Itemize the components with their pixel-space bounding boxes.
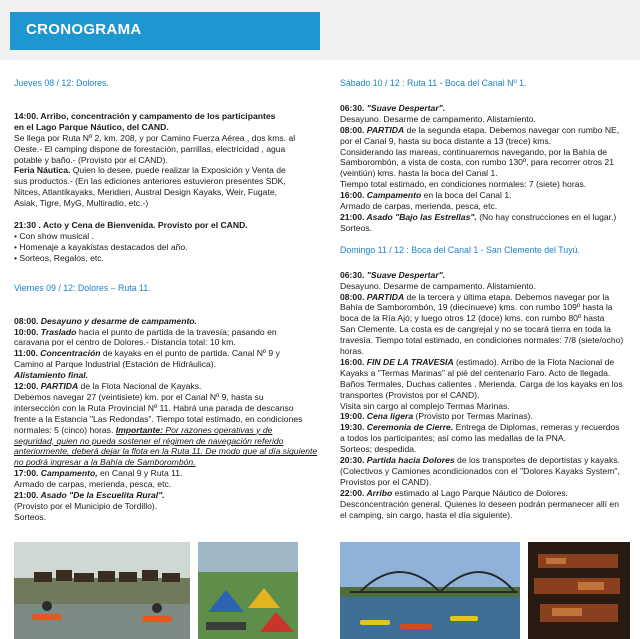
photo-bridge-river <box>340 542 520 639</box>
photo-camp <box>198 542 298 639</box>
text-line: (veintiún) kms. hasta la boca del Canal 1. <box>340 168 498 179</box>
time-label: 21:00. <box>340 211 365 222</box>
entry-label: Campamento, <box>38 468 98 479</box>
time-label: 12:00. <box>14 381 39 392</box>
photo-asado <box>528 542 630 639</box>
entry-label: PARTIDA <box>364 124 405 135</box>
day-heading-domingo: Domingo 11 / 12 : Boca del Canal 1 - San Clemente del Tuyú. <box>340 244 580 255</box>
text-line: sus productos.- (En las ediciones anteriores estuvieron presentes SDK, <box>14 176 286 187</box>
day-heading-viernes: Viernes 09 / 12: Dolores – Ruta 11. <box>14 282 151 293</box>
time-label: 16:00. <box>340 190 365 201</box>
time-entry-1400-cont: en el Lago Parque Náutico, del CAND. <box>14 121 169 132</box>
text-line: caravana por el centro de Dolores.- Distancia total: 10 km. <box>14 337 236 348</box>
text-line: Asiak, Tigre, MyG, Multiradio, etc.-) <box>14 198 149 209</box>
text-line: (Colectivos y Camiones acondicionados con el "Dolores Kayaks System", <box>340 466 620 476</box>
text-line: por el Canal 9, hasta su boca distante a 13 (trece) kms. <box>340 135 552 146</box>
entry-text: de la tercera y última etapa. Debemos navegar por la <box>404 291 610 302</box>
text-line: potable y baño.- (Provisto por el CAND). <box>14 154 168 165</box>
warning-text: anteriormente, deberá dejar la flota en la Ruta 11. De modo que al día siguiente <box>14 446 318 457</box>
entry-text: de los transportes de deportistas y kayaks. <box>454 455 620 466</box>
entry-text: (No hay construcciones en el lugar.) <box>476 211 617 222</box>
time-label: 17:00. <box>14 468 39 479</box>
time-label: 21:00. <box>14 490 39 501</box>
right-column <box>340 78 630 521</box>
day-heading-jueves: Jueves 08 / 12: Dolores. <box>14 78 109 88</box>
time-label: 16:00. <box>340 356 365 367</box>
text-line: Armado de carpas, merienda, pesca, etc. <box>340 201 498 212</box>
entry-text: de la Flota Nacional de Kayaks. <box>78 381 202 392</box>
entry-label: Partida hacia Dolores <box>364 455 455 466</box>
text-line: Considerando las mareas, continuaremos navegando, por la Bahía de <box>340 146 608 157</box>
text-line: Sorteos; despedida. <box>340 444 417 455</box>
entry-label: Concentración <box>37 348 101 359</box>
text-line: Desayuno. Desarme de campamento. Alistamiento. <box>340 280 536 291</box>
entry-label: PARTIDA <box>38 381 79 392</box>
text-line: Oeste.- El camping dispone de forestación, parrillas, electricidad , agua <box>14 143 286 154</box>
text-line: Se llega por Ruta Nº 2, km. 208, y por Camino Fuerza Aérea , dos kms. al <box>14 132 296 143</box>
bullet-item: • Homenaje a kayakistas destacados del año. <box>14 241 188 252</box>
jueves-arribo-block <box>14 111 316 209</box>
text-line: Bahía de Samborombón, 19 (diecinueve) kms. con rumbo 109º hasta la <box>340 302 613 313</box>
warning-text: Por razones operativas y de <box>163 424 273 435</box>
text-line: Tiempo total estimado, en condiciones normales: 7 (siete) horas. <box>340 179 587 190</box>
text-line: boca de la Ría Ajó; y luego otros 12 (doce) kms. con rumbo 80º hasta <box>340 313 605 324</box>
text-line: Kayaks a "Termas Marinas" al pié del centenario Faro. Acto de llegada. <box>340 367 611 378</box>
text-line: Sorteos. <box>340 222 373 233</box>
text-line: travesía. Tiempo total estimado, en condiciones normales: 7/8 (siete/ocho) <box>340 335 624 346</box>
text-line: el camping, sin cargo, hasta el día siguiente). <box>340 509 513 520</box>
time-label: 06:30. <box>340 269 365 280</box>
alistamiento-label: Alistamiento final. <box>14 370 89 381</box>
entry-text: en la boca del Canal 1. <box>421 190 512 201</box>
entry-label: PARTIDA <box>364 291 405 302</box>
entry-label: FIN DE LA TRAVESIA <box>364 356 454 367</box>
text-line: Quien lo desee, puede realizar la Exposición y Venta de <box>70 165 286 176</box>
text-line: San Clemente. La costa es de cangrejal y no se tocará tierra en toda la <box>340 324 611 335</box>
text-line: Provistos por el CAND). <box>340 476 432 487</box>
time-label: 19:00. <box>340 411 365 422</box>
text-line: normales: 5 (cinco) horas. <box>14 424 116 435</box>
text-line: Camino al Parque Industrial (Estación de Hidráulica). <box>14 359 217 370</box>
text-line: transportes (Provistos por el CAND). <box>340 389 480 400</box>
domingo-block <box>340 270 630 521</box>
entry-label: Traslado <box>38 326 77 337</box>
important-label: Importante: <box>115 424 163 435</box>
entry-label: "Suave Despertar". <box>364 102 446 113</box>
text-line: Armado de carpas, merienda, pesca, etc. <box>14 479 172 490</box>
text-line: Desayuno. Desarme de campamento. Alistamiento. <box>340 113 536 124</box>
entry-label: "Suave Despertar". <box>364 269 446 280</box>
sabado-block <box>340 103 630 234</box>
entry-label: Ceremonia de Cierre. <box>364 422 454 433</box>
text-line: (Provisto por el Municipio de Tordillo). <box>14 501 158 511</box>
warning-text: no podrá ingresar a la Bahía de Samborombón. <box>14 457 196 468</box>
text-line: frente a la Estancia "Las Redondas". Tiempo total estimado, en condiciones <box>14 413 303 424</box>
entry-text: Entrega de Diplomas, remeras y recuerdos <box>453 422 620 433</box>
entry-text: en Canal 9 y Ruta 11. <box>97 468 183 479</box>
entry-label: Arribo <box>364 487 393 498</box>
time-label: 08:00. <box>340 124 365 135</box>
time-label: 06:30. <box>340 102 365 113</box>
text-line: Visita sin cargo al complejo Termas Marinas. <box>340 400 510 411</box>
entry-text: de kayaks en el punto de partida. Canal Nº 9 y <box>100 348 280 359</box>
time-label: 19:30. <box>340 422 365 433</box>
time-entry-2130: 21:30 . Acto y Cena de Bienvenida. Provisto por el CAND. <box>14 220 248 231</box>
warning-text: seguridad, quien no pueda sostener el régimen de navegación referido <box>14 435 284 446</box>
bullet-item: • Sorteos, Regalos, etc. <box>14 252 104 263</box>
entry-label: Cena ligera <box>364 411 414 422</box>
text-line: Samborombón, a vista de costa, con rumbo 130º, para recorrer otros 21 <box>340 157 614 168</box>
time-label: 11:00. <box>14 348 38 359</box>
text-line: intersección con la Ruta Provincial Nº 11. Habrá una parada de descanso <box>14 402 294 413</box>
entry-text: (estimado). Arribo de la Flota Nacional de <box>453 356 615 367</box>
entry-text: hacia el punto de partida de la travesía; pasando en <box>76 326 277 337</box>
time-label: 08:00. <box>340 291 365 302</box>
time-label: 20:30. <box>340 455 365 466</box>
entry-label: Desayuno y desarme de campamento. <box>38 315 197 326</box>
text-line: horas. <box>340 346 364 357</box>
page-title: CRONOGRAMA <box>10 12 320 50</box>
text-line: Nitces, Atlantikayaks, Meridien, Austral Design Kayaks, Weir, Fugate, <box>14 187 278 198</box>
feria-label: Feria Náutica. <box>14 165 71 176</box>
entry-text: estimado al Lago Parque Náutico de Dolores. <box>392 487 569 498</box>
time-label: 08:00. <box>14 315 39 326</box>
text-line: Debemos navegar 27 (veintisiete) km. por el Canal Nº 9, hasta su <box>14 391 264 402</box>
entry-label: Asado "De la Escuelita Rural". <box>38 490 165 501</box>
day-heading-sabado: Sábado 10 / 12 : Ruta 11 - Boca del Canal Nº 1. <box>340 78 527 88</box>
entry-text: (Provisto por Termas Marinas). <box>413 411 533 422</box>
text-line: a todos los participantes; así como las medallas de la PNA. <box>340 433 566 444</box>
text-line: Baños Termales, Duchas calientes . Merienda. Carga de los kayaks en los <box>340 378 623 389</box>
entry-label: Campamento <box>364 190 422 201</box>
left-column <box>14 78 316 523</box>
time-label: 22:00. <box>340 487 365 498</box>
text-line: Desconcentración general. Quienes lo deseen podrán permanecer allí en <box>340 498 619 509</box>
time-label: 10:00. <box>14 326 39 337</box>
jueves-cena-block <box>14 220 316 264</box>
viernes-block <box>14 316 316 523</box>
bullet-item: • Con show musical . <box>14 230 94 241</box>
time-entry-1400: 14:00. Arribo, concentración y campamento de los participantes <box>14 110 276 121</box>
entry-text: de la segunda etapa. Debemos navegar con rumbo NE, <box>404 124 620 135</box>
text-line: Sorteos. <box>14 511 47 522</box>
entry-label: Asado "Bajo las Estrellas". <box>364 211 477 222</box>
photo-horses-kayakers <box>14 542 190 639</box>
